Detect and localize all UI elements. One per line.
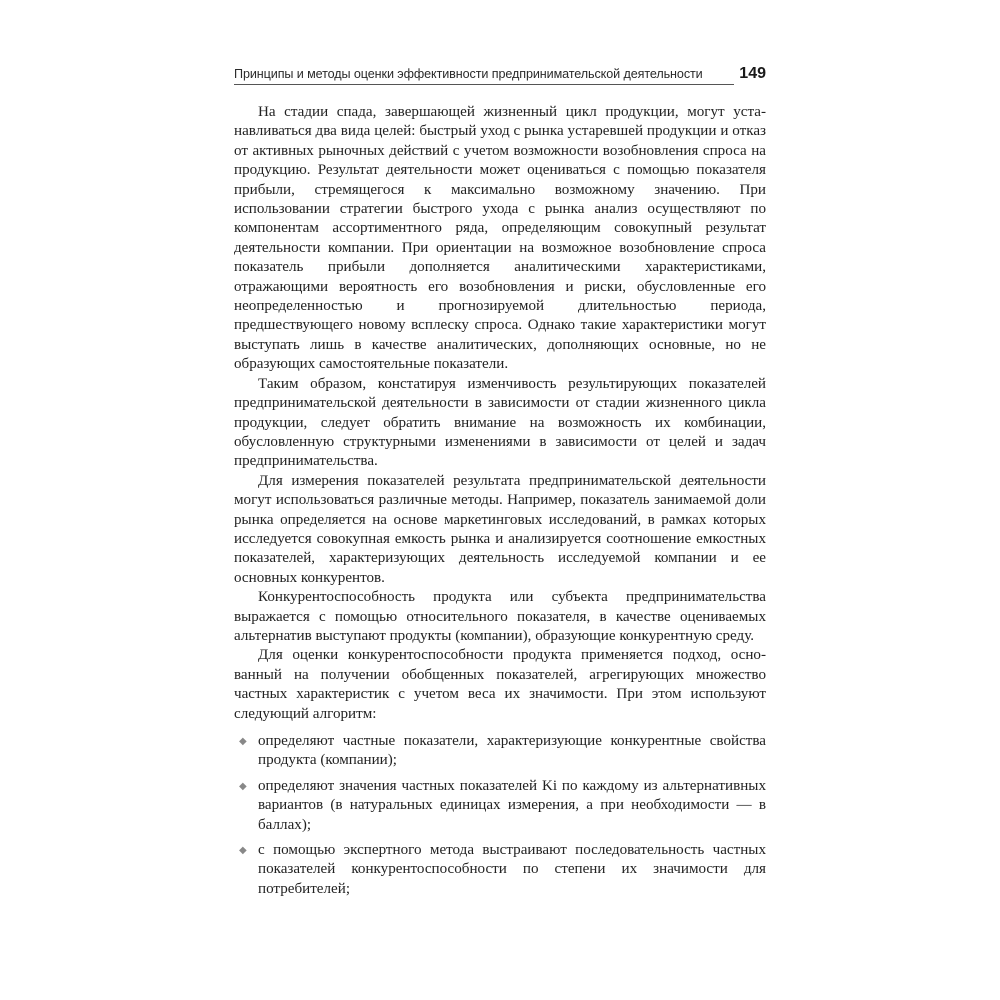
list-item	[234, 732, 766, 771]
running-title: Принципы и методы оценки эффективности предпринимательской деятельности	[234, 67, 703, 82]
algorithm-list	[234, 732, 766, 899]
diamond-bullet-icon: ◆	[239, 845, 247, 857]
running-header	[234, 61, 766, 83]
paragraph-conclusion: Таким образом, констатируя изменчивость результирующих показателей предпринимательской деятельности в зависимости от стадии жизненного цикла продукции, следует обратить внимание на возможность их комбинации, обусловленную структурными изменениями в зависимости от целей и задач предпринимательства.	[234, 375, 766, 470]
list-item-text: с помощью экспертного метода выстраивают последовательность частных показателей конкурентоспособности по степени их значимости для потребителей;	[258, 842, 766, 897]
body-text	[234, 103, 766, 899]
page-number: 149	[739, 65, 766, 82]
list-item	[234, 841, 766, 899]
diamond-bullet-icon: ◆	[239, 736, 247, 747]
header-divider	[234, 84, 734, 85]
list-item-text: определяют значения частных показателей Ki по каждому из альтернативных вариантов (в натуральных единицах измерения, а при необходимости — в баллах);	[258, 777, 766, 833]
paragraph-competitiveness: Конкурентоспособность продукта или субъекта предпринимательства выражается с помощью относительного показателя, в качестве оцениваемых альтернатив выступают продукты (компании), образующие конкурентную среду.	[234, 589, 766, 644]
list-item-text: определяют частные показатели, характеризующие конкурентные свойства продукта (компании);	[258, 733, 766, 769]
paragraph-measurement-methods: Для измерения показателей результата предпринимательской деятельности могут использоваться различные методы. Например, показатель занимаемой доли рынка определяется на основе маркетинговых исследований, в рамках которых исследуется совокупная емкость рынка и анализируется соотношение емкостных показателей, характеризующих деятельность исследуемой компании и ее основных конкурентов.	[234, 472, 766, 586]
paragraph-algorithm-intro: Для оценки конкурентоспособности продукта применяется подход, основанный на получении обобщенных показателей, агрегирующих множество частных характеристик с учетом веса их значимости. При этом используют следующий алгоритм:	[234, 647, 766, 722]
list-item	[234, 777, 766, 835]
paragraph-decline-stage: На стадии спада, завершающей жизненный цикл продукции, могут устанавливаться два вида целей: быстрый уход с рынка устаревшей продукции и отказ от активных рыночных действий с учетом возможности возобновления спроса на продукцию. Результат деятельности может оцениваться с помощью показателя прибыли, стремящегося к максимально возможному значению. При использовании стратегии быстрого ухода с рынка анализ осуществляют по компонентам ассортиментного ряда, определяющим совокупный результат деятельности компании. При ориентации на возможное возобновление спроса показатель прибыли дополняется аналитическими характеристиками, отражающими вероятность его возобновления и риски, обусловленные его неопределенностью и прогнозируемой длительностью периода, предшествующего новому всплеску спроса. Однако такие характеристики могут выступать лишь в качестве аналитических, дополняющих основные, но не образующих самостоятельные показатели.	[234, 104, 766, 373]
diamond-bullet-icon: ◆	[239, 780, 247, 792]
